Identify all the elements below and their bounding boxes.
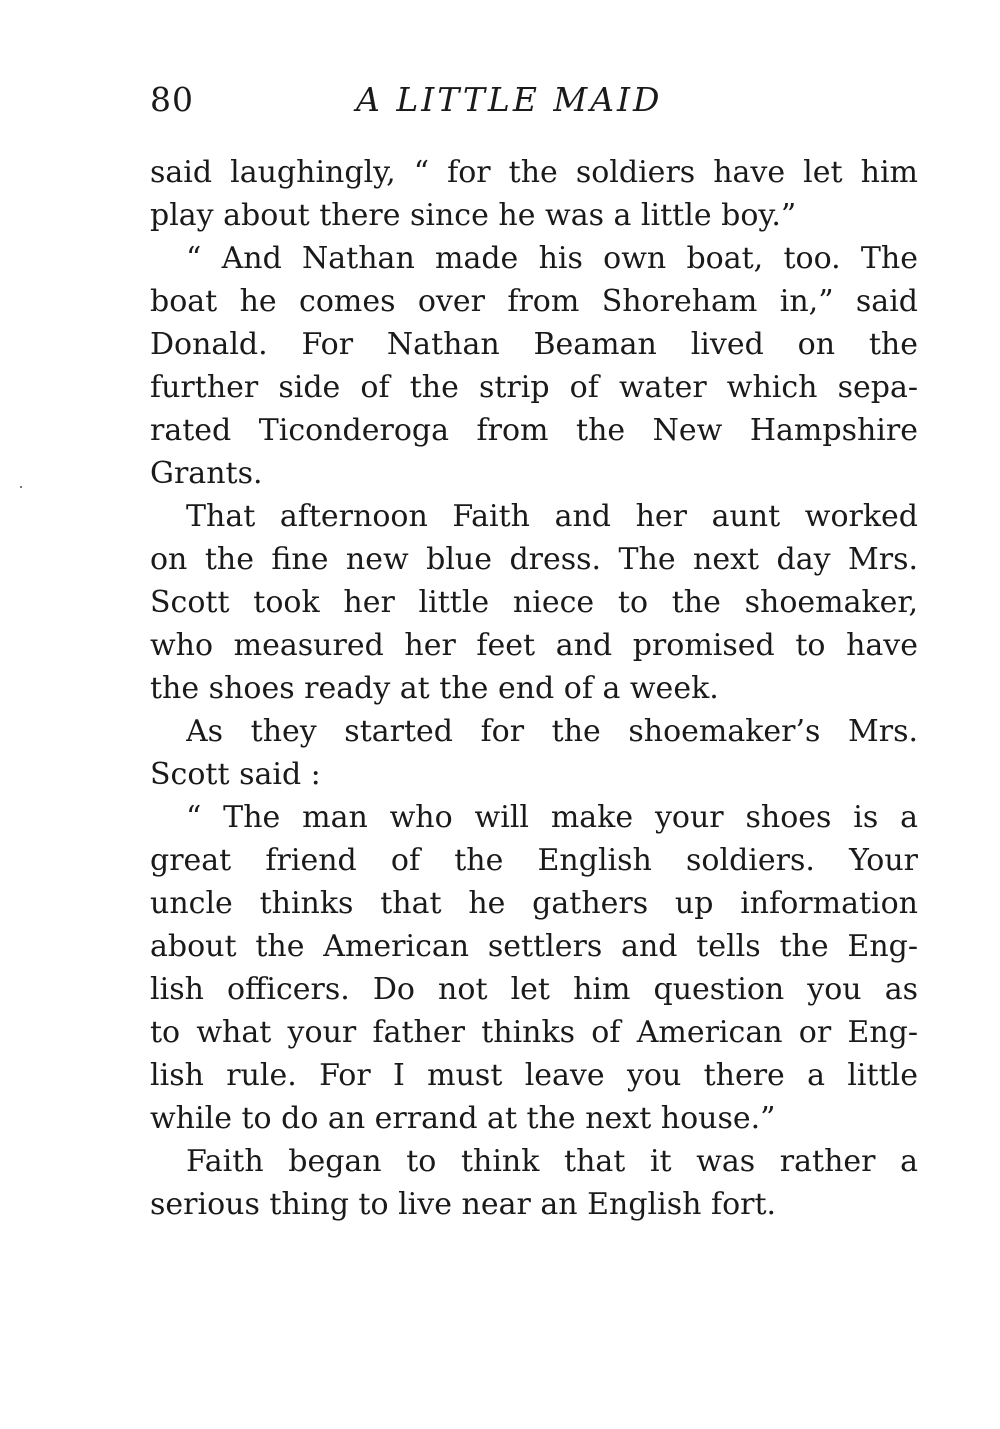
text-line: great friend of the English soldiers. Your: [150, 843, 918, 878]
text-line: the shoes ready at the end of a week.: [150, 671, 719, 706]
text-line: said laughingly, “ for the soldiers have let him: [150, 155, 918, 190]
text-line: Faith began to think that it was rather a: [186, 1144, 918, 1179]
scan-speck: [20, 486, 22, 488]
text-line: while to do an errand at the next house.”: [150, 1101, 776, 1136]
text-line: play about there since he was a little boy.”: [150, 198, 797, 233]
text-line: on the fine new blue dress. The next day Mrs.: [150, 542, 918, 577]
page-number: 80: [150, 80, 194, 119]
text-line: who measured her feet and promised to have: [150, 628, 918, 663]
text-line: Scott took her little niece to the shoemaker,: [150, 585, 918, 620]
text-line: “ And Nathan made his own boat, too. The: [186, 241, 918, 276]
running-title: A LITTLE MAID: [356, 80, 663, 119]
text-line: That afternoon Faith and her aunt worked: [186, 499, 918, 534]
text-line: lish officers. Do not let him question you as: [150, 972, 918, 1007]
text-line: serious thing to live near an English fort.: [150, 1187, 777, 1222]
text-line: uncle thinks that he gathers up information: [150, 886, 918, 921]
page-header: [150, 80, 920, 132]
text-line: As they started for the shoemaker’s Mrs.: [186, 714, 918, 749]
text-line: about the American settlers and tells the Eng-: [150, 929, 918, 964]
text-line: Donald. For Nathan Beaman lived on the: [150, 327, 918, 362]
text-line: Grants.: [150, 456, 263, 491]
text-line: “ The man who will make your shoes is a: [186, 800, 918, 835]
text-line: further side of the strip of water which sepa-: [150, 370, 918, 405]
text-line: boat he comes over from Shoreham in,” said: [150, 284, 918, 319]
text-line: rated Ticonderoga from the New Hampshire: [150, 413, 918, 448]
text-line: lish rule. For I must leave you there a little: [150, 1058, 918, 1093]
text-line: Scott said :: [150, 757, 321, 792]
text-line: to what your father thinks of American or Eng-: [150, 1015, 918, 1050]
